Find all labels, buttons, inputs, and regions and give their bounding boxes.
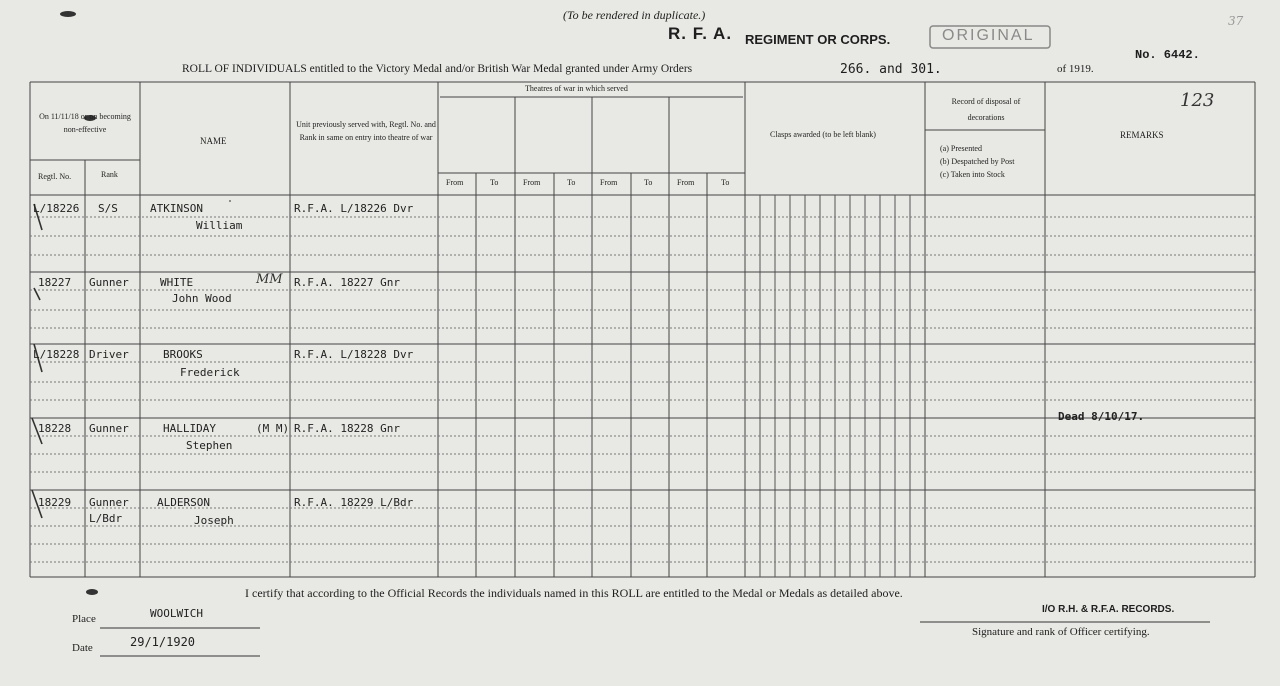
col-disposal-b: (b) Despatched by Post (940, 157, 1015, 166)
row-unit: R.F.A. 18228 Gnr (294, 422, 400, 435)
row-surname: WHITE (160, 276, 194, 289)
row-regtl-no: L/18226 (33, 202, 80, 215)
row-rank: Driver (89, 348, 129, 361)
roll-title: ROLL OF INDIVIDUALS entitled to the Victory Medal and/or British War Medal granted under Army Orders (182, 63, 693, 75)
date-label: Date (72, 642, 93, 654)
row-forenames: Joseph (194, 514, 234, 527)
col-from-2: From (523, 178, 541, 187)
col-clasps: Clasps awarded (to be left blank) (770, 130, 876, 139)
row-surname: BROOKS (163, 348, 203, 361)
row-rank-secondary: L/Bdr (89, 512, 123, 525)
col-name: NAME (200, 136, 227, 146)
col-from-4: From (677, 178, 695, 187)
row-unit: R.F.A. L/18226 Dvr (294, 202, 414, 215)
row-forenames: John Wood (172, 292, 232, 305)
army-orders: 266. and 301. (840, 62, 942, 77)
col-theatres: Theatres of war in which served (525, 84, 628, 93)
original-stamp: ORIGINAL (942, 27, 1035, 44)
row-forenames: Frederick (180, 366, 240, 379)
row-unit: R.F.A. 18227 Gnr (294, 276, 400, 289)
row-rank: Gunner (89, 276, 129, 289)
row-forenames: Stephen (186, 439, 233, 452)
row-unit: R.F.A. L/18228 Dvr (294, 348, 414, 361)
col-status-heading: On 11/11/18 or on becoming non-effective (39, 112, 131, 134)
col-regtl-no: Regtl. No. (38, 172, 72, 181)
certification-text: I certify that according to the Official Records the individuals named in this ROLL are entitled to the Medal or Medals as detailed above. (245, 586, 903, 600)
unit-title: R. F. A. (668, 24, 733, 43)
place-label: Place (72, 613, 96, 625)
row-rank: S/S (98, 202, 118, 215)
col-to-1: To (490, 178, 499, 187)
row-unit: R.F.A. 18229 L/Bdr (294, 496, 414, 509)
row-regtl-no: 18227 (38, 276, 72, 289)
row-regtl-no: 18228 (38, 422, 72, 435)
col-disposal-title: Record of disposal of decorations (951, 97, 1021, 122)
col-disposal-a: (a) Presented (940, 144, 982, 153)
row-surname: ATKINSON (150, 202, 203, 215)
row-forenames: William (196, 219, 243, 232)
col-remarks: REMARKS (1120, 130, 1164, 140)
row-surname: ALDERSON (157, 496, 210, 509)
col-to-2: To (567, 178, 576, 187)
col-disposal-c: (c) Taken into Stock (940, 170, 1005, 179)
col-from-1: From (446, 178, 464, 187)
row-regtl-no: L/18228 (33, 348, 80, 361)
regiment-label: REGIMENT OR CORPS. (745, 32, 891, 47)
signature-label: Signature and rank of Officer certifying. (972, 626, 1150, 638)
roll-year: of 1919. (1057, 63, 1094, 75)
row-regtl-no: 18229 (38, 496, 72, 509)
row-surname: HALLIDAY (163, 422, 216, 435)
place-value: WOOLWICH (150, 607, 203, 620)
tick-marks (32, 204, 42, 518)
row-award: (M M) (256, 422, 290, 435)
row-rank: Gunner (89, 496, 129, 509)
duplicate-note: (To be rendered in duplicate.) (563, 8, 706, 22)
page-reference: 123 (1180, 90, 1215, 111)
date-value: 29/1/1920 (130, 635, 196, 649)
col-to-3: To (644, 178, 653, 187)
row-award: MM (256, 272, 283, 287)
col-to-4: To (721, 178, 730, 187)
col-from-3: From (600, 178, 618, 187)
col-rank: Rank (101, 170, 118, 179)
officer-unit: I/O R.H. & R.F.A. RECORDS. (1042, 604, 1175, 615)
col-unit-previously: Unit previously served with, Regtl. No. and Rank in same on entry into theatre of war (296, 120, 436, 142)
form-number: No. 6442. (1135, 48, 1200, 62)
corner-mark: 37 (1228, 14, 1244, 28)
row-rank: Gunner (89, 422, 129, 435)
row-remarks: Dead 8/10/17. (1058, 410, 1145, 423)
